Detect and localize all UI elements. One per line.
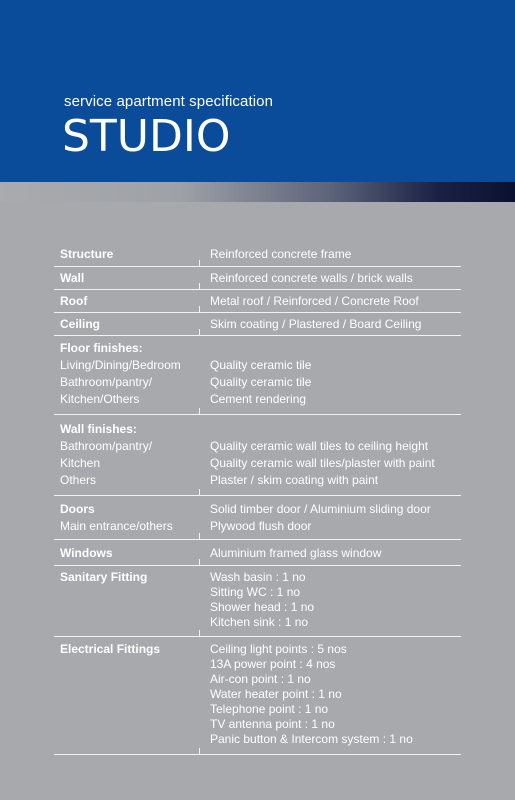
spec-value: Skim coating / Plastered / Board Ceiling xyxy=(210,317,422,331)
spec-row-structure xyxy=(54,245,461,267)
spec-label: Kitchen/Others xyxy=(60,392,140,406)
spec-label: Others xyxy=(60,473,97,487)
spec-value: Telephone point : 1 no xyxy=(210,702,329,716)
spec-row-roof xyxy=(54,290,461,313)
spec-label: Bathroom/pantry/ xyxy=(60,439,153,453)
spec-row-electrical xyxy=(54,637,461,755)
divider-tick xyxy=(199,283,200,289)
spec-value: Quality ceramic tile xyxy=(210,358,312,372)
spec-row-wall-finishes xyxy=(54,415,461,496)
spec-value: 13A power point : 4 nos xyxy=(210,657,336,671)
divider-tick xyxy=(199,533,200,539)
spec-value: Cement rendering xyxy=(210,392,307,406)
spec-row-ceiling xyxy=(54,313,461,336)
header-banner xyxy=(0,0,515,182)
spec-value: Water heater point : 1 no xyxy=(210,687,342,701)
spec-value: Wash basin : 1 no xyxy=(210,570,306,584)
spec-value: Quality ceramic wall tiles/plaster with paint xyxy=(210,456,435,470)
spec-value: Metal roof / Reinforced / Concrete Roof xyxy=(210,294,419,308)
divider-tick xyxy=(199,748,200,754)
divider-tick xyxy=(199,306,200,312)
spec-row-floor-finishes xyxy=(54,336,461,415)
spec-label: Kitchen xyxy=(60,456,101,470)
spec-label: Bathroom/pantry/ xyxy=(60,375,153,389)
spec-value: Reinforced concrete walls / brick walls xyxy=(210,271,413,285)
spec-value: Reinforced concrete frame xyxy=(210,247,352,261)
spec-label: Roof xyxy=(60,294,88,308)
divider-tick xyxy=(199,260,200,266)
spec-label: Doors xyxy=(60,502,95,516)
spec-row-sanitary xyxy=(54,566,461,637)
spec-heading: Floor finishes: xyxy=(60,341,143,355)
spec-label: Wall xyxy=(60,271,85,285)
spec-value: Air-con point : 1 no xyxy=(210,672,311,686)
spec-heading: Wall finishes: xyxy=(60,422,137,436)
spec-label: Ceiling xyxy=(60,317,101,331)
divider-tick xyxy=(199,489,200,495)
spec-value: Quality ceramic wall tiles to ceiling height xyxy=(210,439,429,453)
spec-value: Kitchen sink : 1 no xyxy=(210,615,309,629)
spec-value: Solid timber door / Aluminium sliding door xyxy=(210,502,431,516)
spec-value: TV antenna point : 1 no xyxy=(210,717,335,731)
page-title: STUDIO xyxy=(62,111,231,162)
spec-label: Structure xyxy=(60,247,114,261)
spec-value: Aluminium framed glass window xyxy=(210,546,382,560)
spec-label: Living/Dining/Bedroom xyxy=(60,358,181,372)
spec-row-windows xyxy=(54,540,461,566)
divider-tick xyxy=(199,329,200,335)
spec-row-doors xyxy=(54,496,461,540)
gradient-stripe xyxy=(0,182,515,202)
divider-tick xyxy=(199,408,200,414)
spec-label: Electrical Fittings xyxy=(60,642,161,656)
page-subtitle: service apartment specification xyxy=(64,93,274,110)
spec-value: Ceiling light points : 5 nos xyxy=(210,642,347,656)
spec-label: Main entrance/others xyxy=(60,519,173,533)
spec-value: Panic button & Intercom system : 1 no xyxy=(210,732,413,746)
spec-value: Plywood flush door xyxy=(210,519,312,533)
spec-label: Windows xyxy=(60,546,113,560)
spec-table xyxy=(54,245,461,755)
spec-value: Sitting WC : 1 no xyxy=(210,585,301,599)
spec-value: Shower head : 1 no xyxy=(210,600,315,614)
spec-row-wall xyxy=(54,267,461,290)
divider-tick xyxy=(199,630,200,636)
divider-tick xyxy=(199,559,200,565)
spec-value: Plaster / skim coating with paint xyxy=(210,473,379,487)
spec-label: Sanitary Fitting xyxy=(60,570,148,584)
spec-value: Quality ceramic tile xyxy=(210,375,312,389)
